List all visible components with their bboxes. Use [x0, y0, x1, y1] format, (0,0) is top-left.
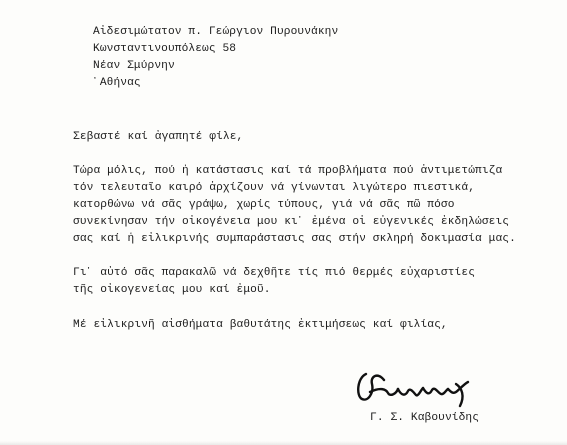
paragraph-1-line-4: συνεκίνησαν τήν οἰκογένεια μου κι᾿ ἐμένα οἱ εὐγενικές ἐκδηλώσεις — [73, 216, 510, 228]
handwritten-signature — [352, 362, 482, 408]
recipient-name: Αἰδεσιμώτατον π. Γεώργιον Πυρουνάκην — [93, 26, 339, 38]
paragraph-1-line-3: κατορθώνω νά σᾶς γράψω, χωρίς τύπους, γιά νά σᾶς πῶ πόσο — [73, 199, 455, 211]
paragraph-2-line-1: Γι᾿ αὐτό σᾶς παρακαλῶ νά δεχθῆτε τίς πιό θερμές εὐχαριστίες — [73, 267, 476, 279]
closing: Μέ εἰλικρινῆ αἰσθήματα βαθυτάτης ἐκτιμήσεως καί φιλίας, — [73, 319, 448, 331]
signature-typed-name: Γ. Σ. Καβουνίδης — [370, 412, 480, 424]
paragraph-2-line-2: τῆς οἰκογενείας μου καί ἐμοῦ. — [73, 284, 271, 296]
recipient-district: Νέαν Σμύρνην — [93, 60, 175, 72]
salutation: Σεβαστέ καί ἀγαπητέ φίλε, — [73, 131, 244, 143]
paragraph-1-line-5: σας καί ἡ εἰλικρινής συμπαράστασις σας στήν σκληρή δοκιμασία μας. — [73, 233, 516, 245]
paragraph-1-line-2: τόν τελευταῖο καιρό ἀρχίζουν νά γίνωνται λιγώτερο πιεστικά, — [73, 182, 476, 194]
paragraph-1-line-1: Τώρα μόλις, πού ἡ κατάστασις καί τά προβλήματα πού ἀντιμετώπιζα — [73, 165, 503, 177]
recipient-city: ᾿Αθήνας — [93, 77, 141, 89]
page-edge-shadow — [0, 441, 567, 445]
recipient-street: Κωνσταντινουπόλεως 58 — [93, 43, 237, 55]
